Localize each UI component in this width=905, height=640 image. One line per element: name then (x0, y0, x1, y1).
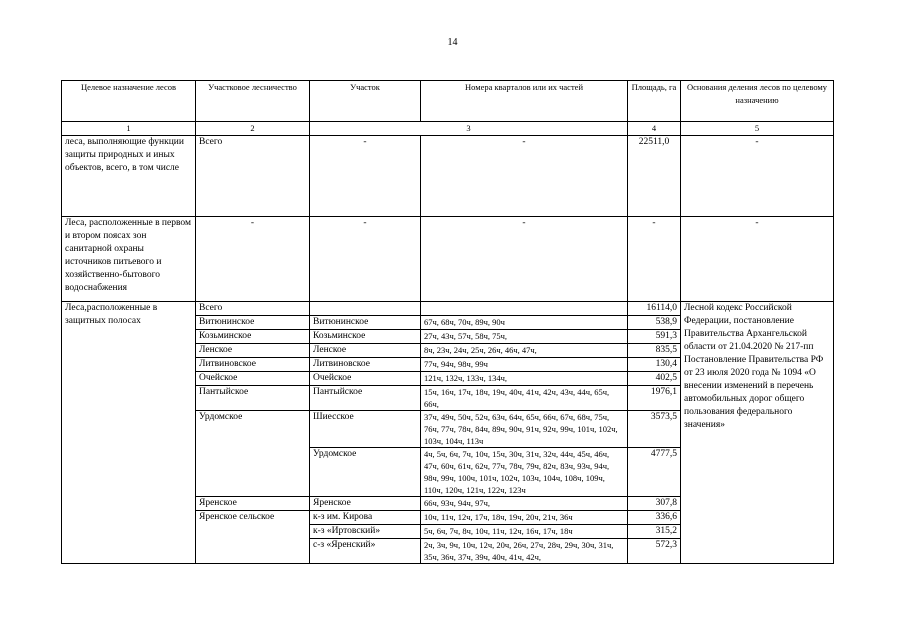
column-number: 2 (196, 122, 310, 136)
forestry-cell: Всего (196, 302, 310, 316)
plot-cell: к-з им. Кирова (310, 511, 421, 525)
plot-cell: к-з «Иртовский» (310, 525, 421, 539)
area-cell: 402,5 (628, 372, 681, 386)
quarters-cell: 15ч, 16ч, 17ч, 18ч, 19ч, 40ч, 41ч, 42ч, 43ч, 44ч, 65ч, 66ч, (421, 386, 628, 411)
column-number-row (62, 122, 834, 136)
area-cell: 307,8 (628, 497, 681, 511)
column-number: 4 (628, 122, 681, 136)
purpose-cell: Леса,расположенные в защитных полосах (62, 302, 196, 564)
plot-cell: Ленское (310, 344, 421, 358)
forestry-cell: Всего (196, 136, 310, 217)
quarters-cell: - (421, 217, 628, 302)
forestry-cell: Яренское (196, 497, 310, 511)
purpose-cell: леса, выполняющие функции защиты природных и иных объектов, всего, в том числе (62, 136, 196, 217)
plot-cell: - (310, 136, 421, 217)
basis-cell: Лесной кодекс Российской Федерации, постановление Правительства Архангельской области от 21.04.2020 № 217-пп Постановление Правительства РФ от 23 июля 2020 года № 1094 «О внесении изменений в перечень автомобильных дорог общего пользования федерального значения» (681, 302, 834, 564)
area-cell: 22511,0 (628, 136, 681, 217)
quarters-cell (421, 302, 628, 316)
plot-cell: Очейское (310, 372, 421, 386)
area-cell: 3573,5 (628, 411, 681, 448)
column-number: 1 (62, 122, 196, 136)
plot-cell: Урдомское (310, 448, 421, 497)
area-cell: 16114,0 (628, 302, 681, 316)
header-row (62, 81, 834, 122)
plot-cell: Яренское (310, 497, 421, 511)
plot-cell: Витюнинское (310, 316, 421, 330)
forestry-cell: Очейское (196, 372, 310, 386)
area-cell: 538,9 (628, 316, 681, 330)
area-cell: 130,4 (628, 358, 681, 372)
plot-cell: Пантыйское (310, 386, 421, 411)
forestry-cell: Яренское сельское (196, 511, 310, 564)
forestry-cell: Витюнинское (196, 316, 310, 330)
forestry-cell: Козьминское (196, 330, 310, 344)
area-cell: 835,5 (628, 344, 681, 358)
quarters-cell: 121ч, 132ч, 133ч, 134ч, (421, 372, 628, 386)
plot-cell: Литвиновское (310, 358, 421, 372)
plot-cell (310, 302, 421, 316)
forestry-cell: - (196, 217, 310, 302)
area-cell: 591,3 (628, 330, 681, 344)
section-protective-functions (62, 136, 834, 217)
quarters-cell: 5ч, 6ч, 7ч, 8ч, 10ч, 11ч, 12ч, 16ч, 17ч, 18ч (421, 525, 628, 539)
section-sanitary-zones (62, 217, 834, 302)
forestry-cell: Пантыйское (196, 386, 310, 411)
basis-cell: - (681, 217, 834, 302)
basis-cell: - (681, 136, 834, 217)
quarters-cell: 8ч, 23ч, 24ч, 25ч, 26ч, 46ч, 47ч, (421, 344, 628, 358)
quarters-cell: 10ч, 11ч, 12ч, 17ч, 18ч, 19ч, 20ч, 21ч, 36ч (421, 511, 628, 525)
area-cell: - (628, 217, 681, 302)
quarters-cell: 2ч, 3ч, 9ч, 10ч, 12ч, 20ч, 26ч, 27ч, 28ч, 29ч, 30ч, 31ч, 35ч, 36ч, 37ч, 39ч, 40ч, 41ч, 42ч, (421, 539, 628, 564)
column-number: 5 (681, 122, 834, 136)
quarters-cell: 67ч, 68ч, 70ч, 89ч, 90ч (421, 316, 628, 330)
purpose-cell: Леса, расположенные в первом и втором поясах зон санитарной охраны источников питьевого и хозяйственно-бытового водоснабжения (62, 217, 196, 302)
area-cell: 4777,5 (628, 448, 681, 497)
page-number: 14 (447, 37, 458, 48)
area-cell: 336,6 (628, 511, 681, 525)
forestry-cell: Литвиновское (196, 358, 310, 372)
quarters-cell: 4ч, 5ч, 6ч, 7ч, 10ч, 15ч, 30ч, 31ч, 32ч, 44ч, 45ч, 46ч, 47ч, 60ч, 61ч, 62ч, 77ч, 78ч, 79ч, 82ч, 83ч, 93ч, 94ч, 98ч, 99ч, 100ч, 101ч, 102ч, 103ч, 104ч, 108ч, 109ч, 110ч, 120ч, 121ч, 122ч, 123ч (421, 448, 628, 497)
forest-purpose-table (61, 80, 834, 564)
plot-cell: с-з «Яренский» (310, 539, 421, 564)
area-cell: 1976,1 (628, 386, 681, 411)
forestry-cell: Урдомское (196, 411, 310, 497)
header-basis: Основания деления лесов по целевому назначению (681, 81, 834, 122)
area-cell: 572,3 (628, 539, 681, 564)
section-protective-strips-total (62, 302, 834, 316)
quarters-cell: 37ч, 49ч, 50ч, 52ч, 63ч, 64ч, 65ч, 66ч, 67ч, 68ч, 75ч, 76ч, 77ч, 78ч, 84ч, 89ч, 90ч, 91ч, 92ч, 99ч, 101ч, 102ч, 103ч, 104ч, 113ч (421, 411, 628, 448)
plot-cell: Козьминское (310, 330, 421, 344)
plot-cell: Шиесское (310, 411, 421, 448)
header-purpose: Целевое назначение лесов (62, 81, 196, 122)
plot-cell: - (310, 217, 421, 302)
header-forestry: Участковое лесничество (196, 81, 310, 122)
header-area: Площадь, га (628, 81, 681, 122)
forestry-cell: Ленское (196, 344, 310, 358)
quarters-cell: 77ч, 94ч, 98ч, 99ч (421, 358, 628, 372)
quarters-cell: 66ч, 93ч, 94ч, 97ч, (421, 497, 628, 511)
header-plot: Участок (310, 81, 421, 122)
quarters-cell: 27ч, 43ч, 57ч, 58ч, 75ч, (421, 330, 628, 344)
area-cell: 315,2 (628, 525, 681, 539)
quarters-cell: - (421, 136, 628, 217)
header-quarters: Номера кварталов или их частей (421, 81, 628, 122)
column-number: 3 (310, 122, 628, 136)
